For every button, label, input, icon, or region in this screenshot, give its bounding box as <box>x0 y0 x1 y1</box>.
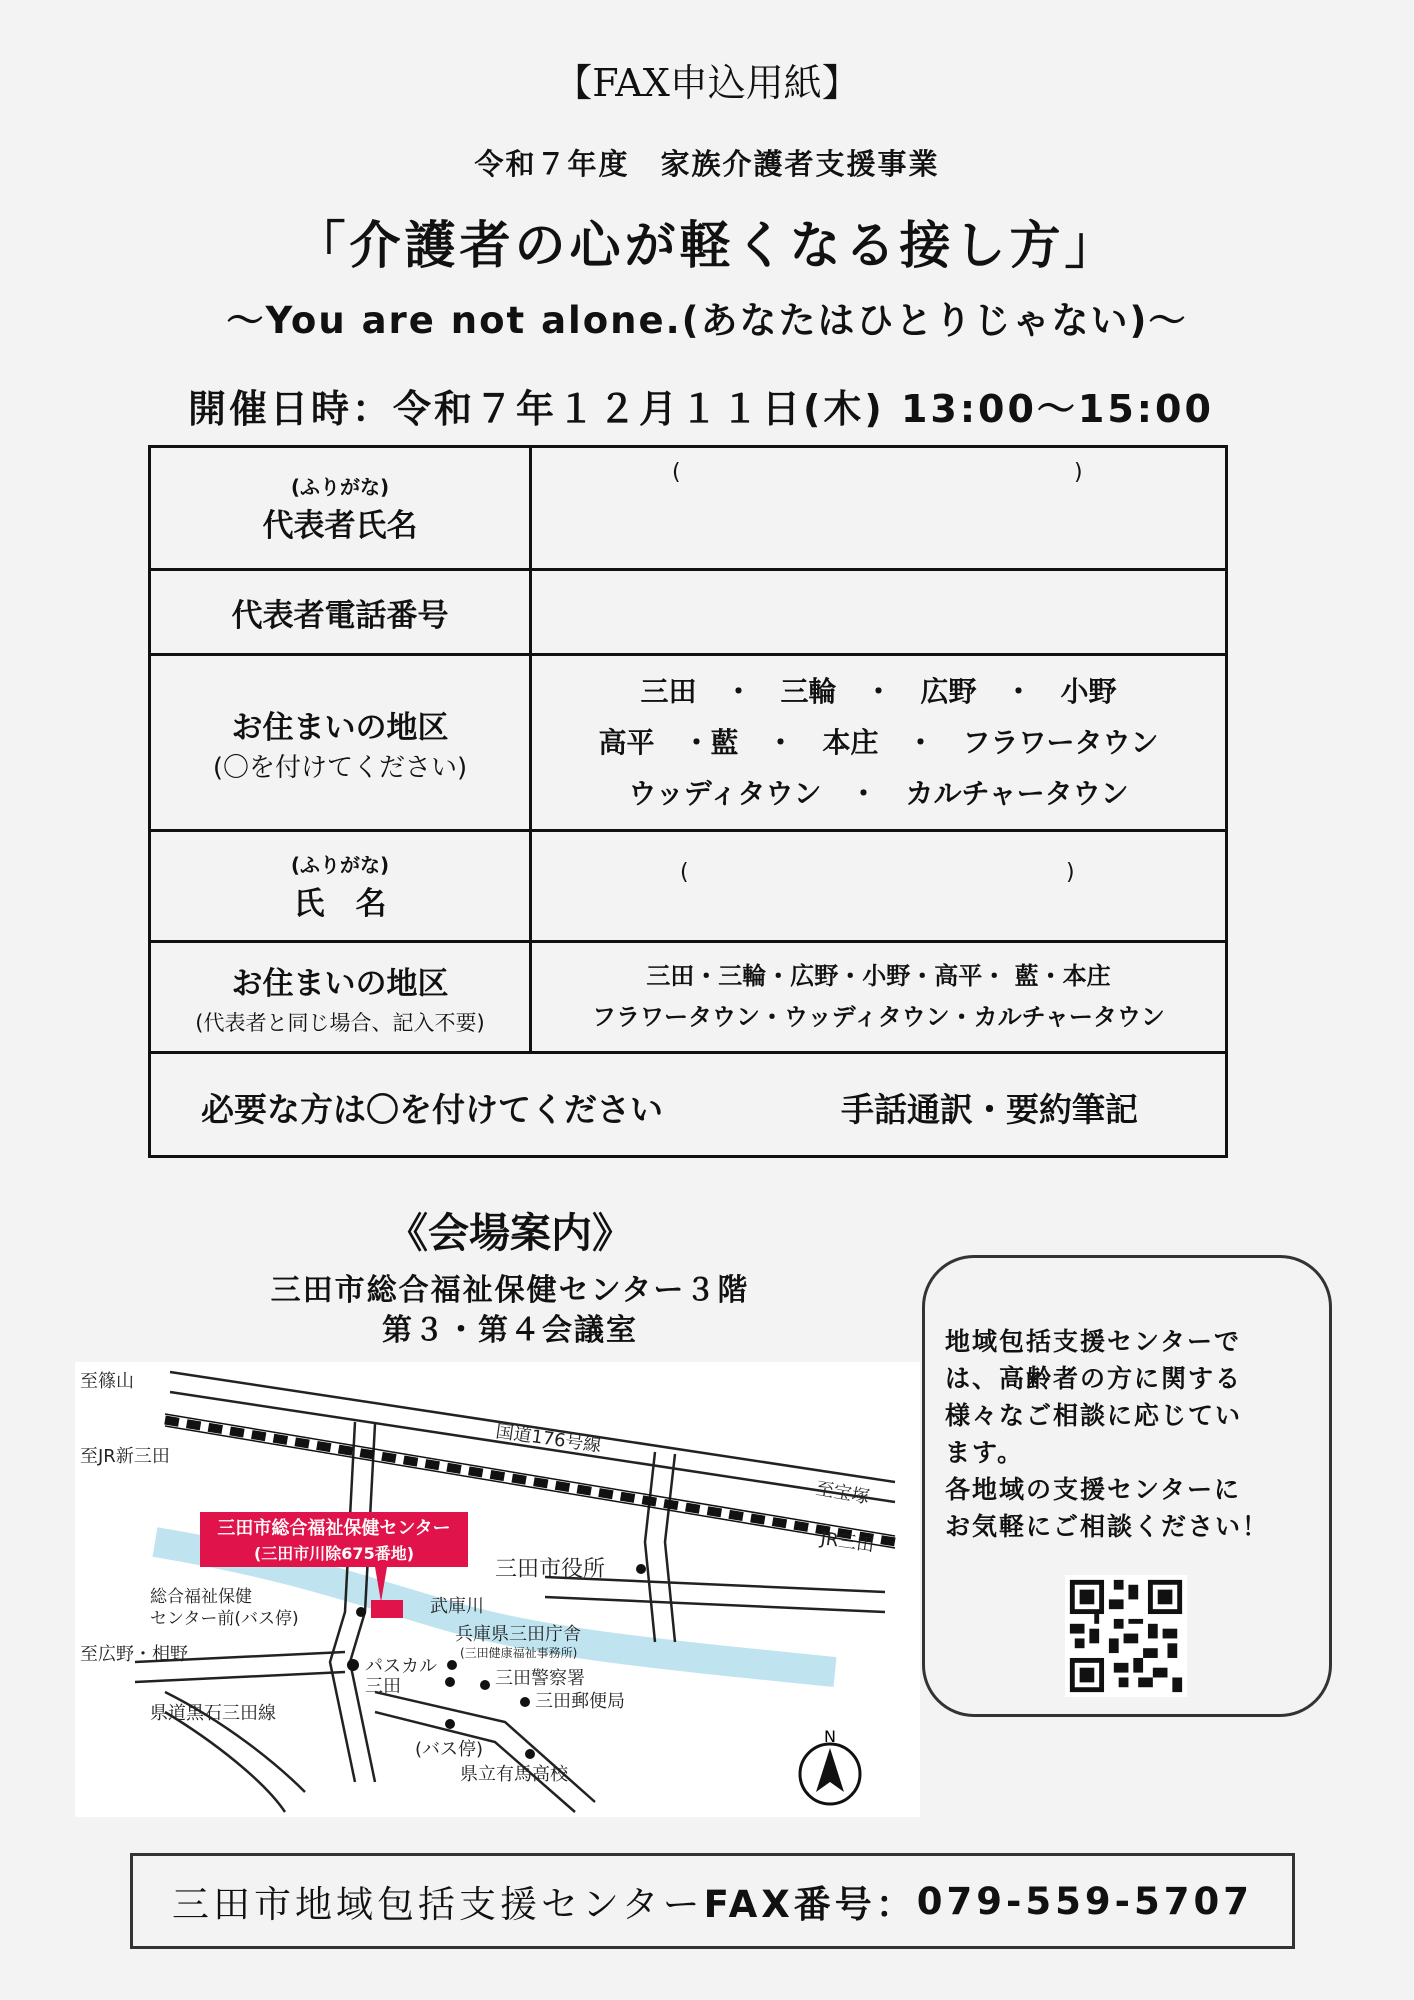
center-address-label: (三田市川除675番地) <box>253 1544 415 1563</box>
form-row-needs <box>151 1054 1225 1161</box>
compass-north-label: N <box>824 1727 836 1746</box>
map-label-prefroad: 県道黒石三田線 <box>150 1703 276 1724</box>
needs-label: 必要な方は〇を付けてください <box>201 1090 663 1129</box>
page-title: 「介護者の心が軽くなる接し方」 <box>294 217 1120 276</box>
info-bubble-text <box>945 1323 1330 1545</box>
map-label-route176: 国道176号線 <box>494 1421 603 1457</box>
map-label-to-sasayama: 至篠山 <box>80 1371 134 1392</box>
map-label-jr-sanda: JR三田 <box>819 1528 876 1557</box>
map-label-to-hirono: 至広野・相野 <box>80 1644 188 1665</box>
rep-phone-label-cell <box>151 571 532 653</box>
venue-name: 三田市総合福祉保健センター３階 <box>270 1273 750 1308</box>
rep-name-furigana-label: (ふりがな) <box>290 475 390 499</box>
venue-room: 第３・第４会議室 <box>382 1313 638 1348</box>
map-label-bus-stop: (バス停) <box>415 1739 484 1760</box>
district2-option-line[interactable]: フラワータウン・ウッディタウン・カルチャータウン <box>592 1003 1165 1031</box>
info-bubble-line: は、高齢者の方に関する <box>945 1364 1243 1393</box>
info-bubble-line: ます。 <box>945 1438 1025 1467</box>
district2-options[interactable] <box>532 943 1225 1051</box>
qr-code-icon[interactable] <box>1065 1575 1187 1697</box>
event-datetime: 開催日時：令和７年１２月１１日(木) 13:00〜15:00 <box>188 387 1214 431</box>
form-row-name <box>151 832 1225 943</box>
district-option-line[interactable]: 高平 ・藍 ・ 本庄 ・ フラワータウン <box>598 726 1159 759</box>
map-label-pref-office-note: (三田健康福祉事務所) <box>460 1646 578 1660</box>
name-label: 氏 名 <box>293 886 387 922</box>
fax-prefix: FAX番号： <box>703 1883 917 1926</box>
program-subhead: 令和７年度 家族介護者支援事業 <box>474 147 940 181</box>
district-label: お住まいの地区 <box>231 709 449 746</box>
page-subtitle: 〜You are not alone.(あなたはひとりじゃない)〜 <box>226 299 1188 342</box>
district-options[interactable] <box>532 656 1225 829</box>
highschool-dot <box>525 1749 535 1759</box>
district2-note: (代表者と同じ場合、記入不要) <box>195 1010 485 1035</box>
district-option-line[interactable]: ウッディタウン ・ カルチャータウン <box>628 777 1129 810</box>
form-row-rep-name <box>151 448 1225 571</box>
info-bubble-line: 様々なご相談に応じてい <box>945 1401 1243 1430</box>
post-office-dot <box>520 1697 530 1707</box>
police-dot <box>480 1680 490 1690</box>
name-paren-close: ) <box>1066 860 1075 885</box>
rep-name-label: 代表者氏名 <box>262 508 418 544</box>
rep-name-field[interactable] <box>532 448 1225 568</box>
rep-phone-field[interactable] <box>532 571 1225 653</box>
venue-map <box>75 1362 920 1817</box>
fax-number[interactable]: 079-559-5707 <box>916 1879 1253 1923</box>
road-right <box>545 1577 885 1612</box>
name-furigana-label: (ふりがな) <box>290 853 390 877</box>
district2-option-line[interactable]: 三田・三輪・広野・小野・高平・ 藍・本庄 <box>646 962 1111 990</box>
form-row-district-2 <box>151 943 1225 1054</box>
district2-label-cell <box>151 943 532 1051</box>
district2-label: お住まいの地区 <box>231 965 449 1002</box>
center-name-label: 三田市総合福祉保健センター <box>217 1518 451 1539</box>
info-bubble-line: お気軽にご相談ください！ <box>945 1512 1270 1541</box>
map-label-pascal-2: 三田 <box>365 1676 401 1697</box>
city-hall-dot <box>636 1564 646 1574</box>
map-label-to-jr-shinsanda: 至JR新三田 <box>80 1446 170 1467</box>
form-row-district <box>151 656 1225 832</box>
fax-number-box <box>130 1853 1295 1949</box>
needs-options[interactable]: 手話通訳・要約筆記 <box>841 1090 1138 1129</box>
map-label-post-office: 三田郵便局 <box>535 1691 625 1712</box>
map-label-bus-stop-center-1: 総合福祉保健 <box>150 1587 252 1607</box>
map-label-highschool: 県立有馬高校 <box>460 1764 568 1785</box>
district-note: (〇を付けてください) <box>212 752 468 783</box>
venue-heading: 《会場案内》 <box>387 1209 633 1257</box>
map-label-to-takarazuka: 至宝塚 <box>814 1478 871 1509</box>
form-row-rep-phone <box>151 571 1225 656</box>
rep-name-paren-open: ( <box>672 460 681 485</box>
bus-stop-icon-1 <box>356 1607 366 1617</box>
map-label-bus-stop-center-2: センター前(バス停) <box>150 1609 299 1629</box>
bus-stop-icon-4 <box>445 1719 455 1729</box>
map-label-police: 三田警察署 <box>495 1668 585 1689</box>
map-label-muko-river: 武庫川 <box>430 1596 484 1617</box>
bus-stop-icon-3 <box>445 1677 455 1687</box>
fax-form-label: 【FAX申込用紙】 <box>554 61 860 105</box>
info-bubble-line: 地域包括支援センターで <box>945 1327 1242 1356</box>
rep-phone-label: 代表者電話番号 <box>231 597 449 634</box>
map-label-pascal: パスカル <box>365 1656 437 1677</box>
name-label-cell <box>151 832 532 940</box>
fax-org-label: 三田市地域包括支援センター <box>172 1883 704 1926</box>
map-label-city-hall: 三田市役所 <box>495 1557 606 1582</box>
district-option-line[interactable]: 三田 ・ 三輪 ・ 広野 ・ 小野 <box>640 675 1117 708</box>
info-bubble <box>922 1255 1332 1717</box>
bus-stop-icon-2 <box>447 1660 457 1670</box>
application-form <box>148 445 1228 1158</box>
map-label-pref-office: 兵庫県三田庁舎 <box>455 1624 581 1645</box>
district-label-cell <box>151 656 532 829</box>
rep-name-paren-close: ) <box>1074 460 1083 485</box>
info-bubble-line: 各地域の支援センターに <box>945 1475 1242 1504</box>
rep-name-label-cell <box>151 448 532 568</box>
name-field[interactable] <box>532 832 1225 940</box>
center-building <box>371 1600 403 1618</box>
road-mid-vertical <box>645 1452 675 1642</box>
name-paren-open: ( <box>680 860 689 885</box>
pascal-dot <box>347 1659 359 1671</box>
